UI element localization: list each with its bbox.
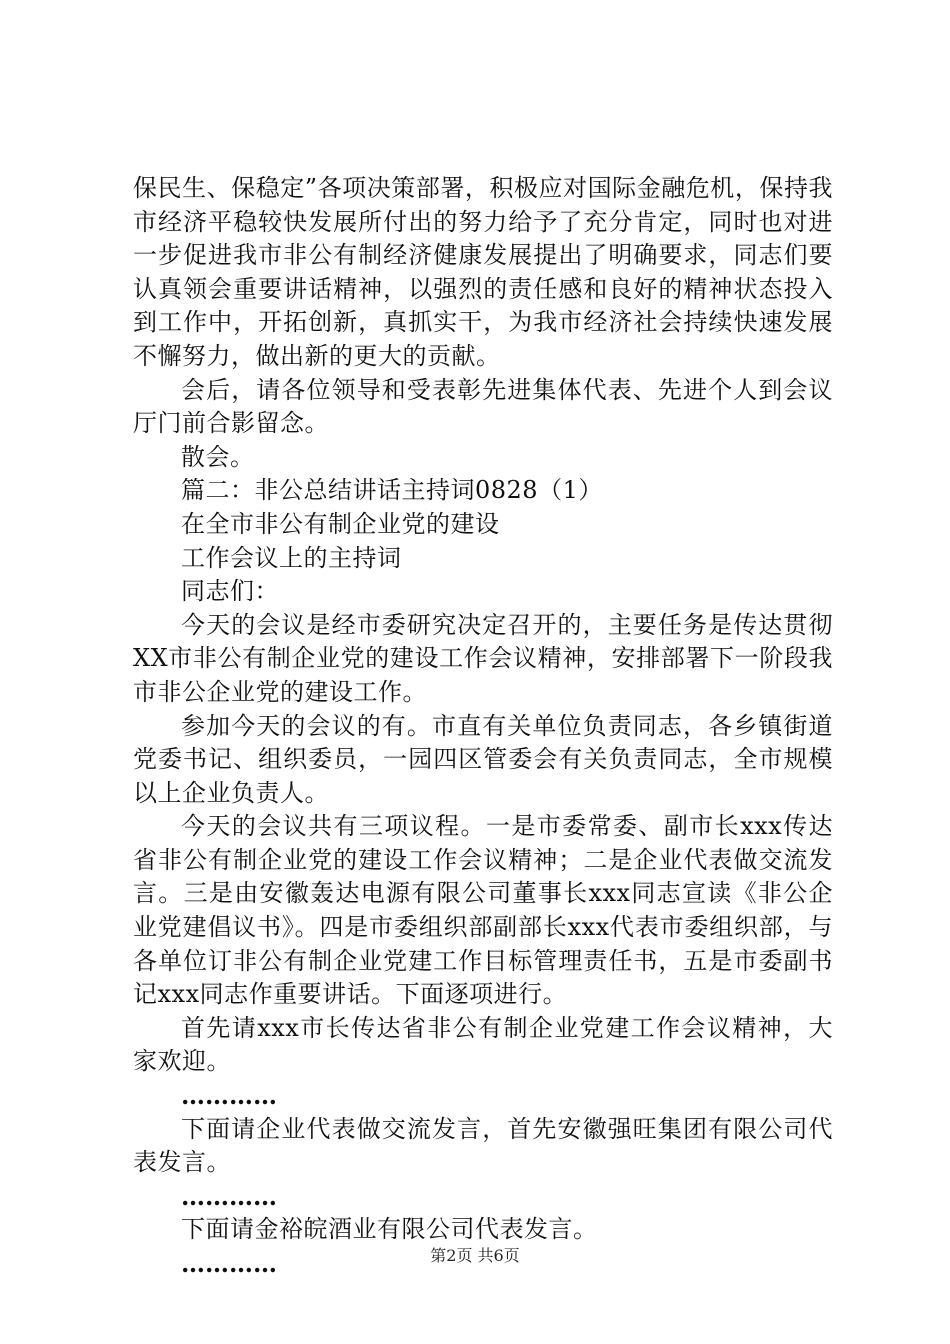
paragraph-enterprise-speech-2: 下面请金裕皖酒业有限公司代表发言。 xyxy=(181,1215,598,1244)
document-body xyxy=(133,172,833,1281)
salutation: 同志们： xyxy=(181,577,279,606)
section-heading: 篇二：非公总结讲话主持词0828（1） xyxy=(181,476,603,505)
page-footer: 第2页 共6页 xyxy=(430,1246,520,1265)
ellipsis-divider: ………… xyxy=(181,1249,277,1278)
section-title-line-1: 在全市非公有制企业党的建设 xyxy=(181,509,500,538)
paragraph-enterprise-speech-1: 下面请企业代表做交流发言，首先安徽强旺集团有限公司代表发言。 xyxy=(133,1114,833,1177)
paragraph-attendees: 参加今天的会议的有。市直有关单位负责同志，各乡镇街道党委书记、组织委员，一园四区管委会有关负责同志，全市规模以上企业负责人。 xyxy=(133,711,833,807)
paragraph-agenda: 今天的会议共有三项议程。一是市委常委、副市长xxx传达省非公有制企业党的建设工作会议精神；二是企业代表做交流发言。三是由安徽轰达电源有限公司董事长xxx同志宣读《非公企业党建倡议书》。四是市委组织部副部长xxx代表市委组织部，与各单位订非公有制企业党建工作目标管理责任书，五是市委副书记xxx同志作重要讲话。下面逐项进行。 xyxy=(133,812,833,1009)
paragraph-first-item: 首先请xxx市长传达省非公有制企业党建工作会议精神，大家欢迎。 xyxy=(133,1013,833,1076)
section-title-line-2: 工作会议上的主持词 xyxy=(181,543,402,572)
ellipsis-divider: ………… xyxy=(181,1181,277,1211)
ellipsis-divider: ………… xyxy=(181,1081,277,1111)
paragraph-adjourn: 散会。 xyxy=(181,442,255,471)
paragraph-continuation: 保民生、保稳定”各项决策部署，积极应对国际金融危机，保持我市经济平稳较快发展所付出的努力给予了充分肯定，同时也对进一步促进我市非公有制经济健康发展提出了明确要求，同志们要认真领会重要讲话精神，以强烈的责任感和良好的精神状态投入到工作中，开拓创新，真抓实干，为我市经济社会持续快速发展不懈努力，做出新的更大的贡献。 xyxy=(133,174,833,370)
paragraph-group-photo: 会后，请各位领导和受表彰先进集体代表、先进个人到会议厅门前合影留念。 xyxy=(133,375,833,438)
paragraph-meeting-purpose: 今天的会议是经市委研究决定召开的，主要任务是传达贯彻XX市非公有制企业党的建设工作会议精神，安排部署下一阶段我市非公企业党的建设工作。 xyxy=(133,610,833,706)
